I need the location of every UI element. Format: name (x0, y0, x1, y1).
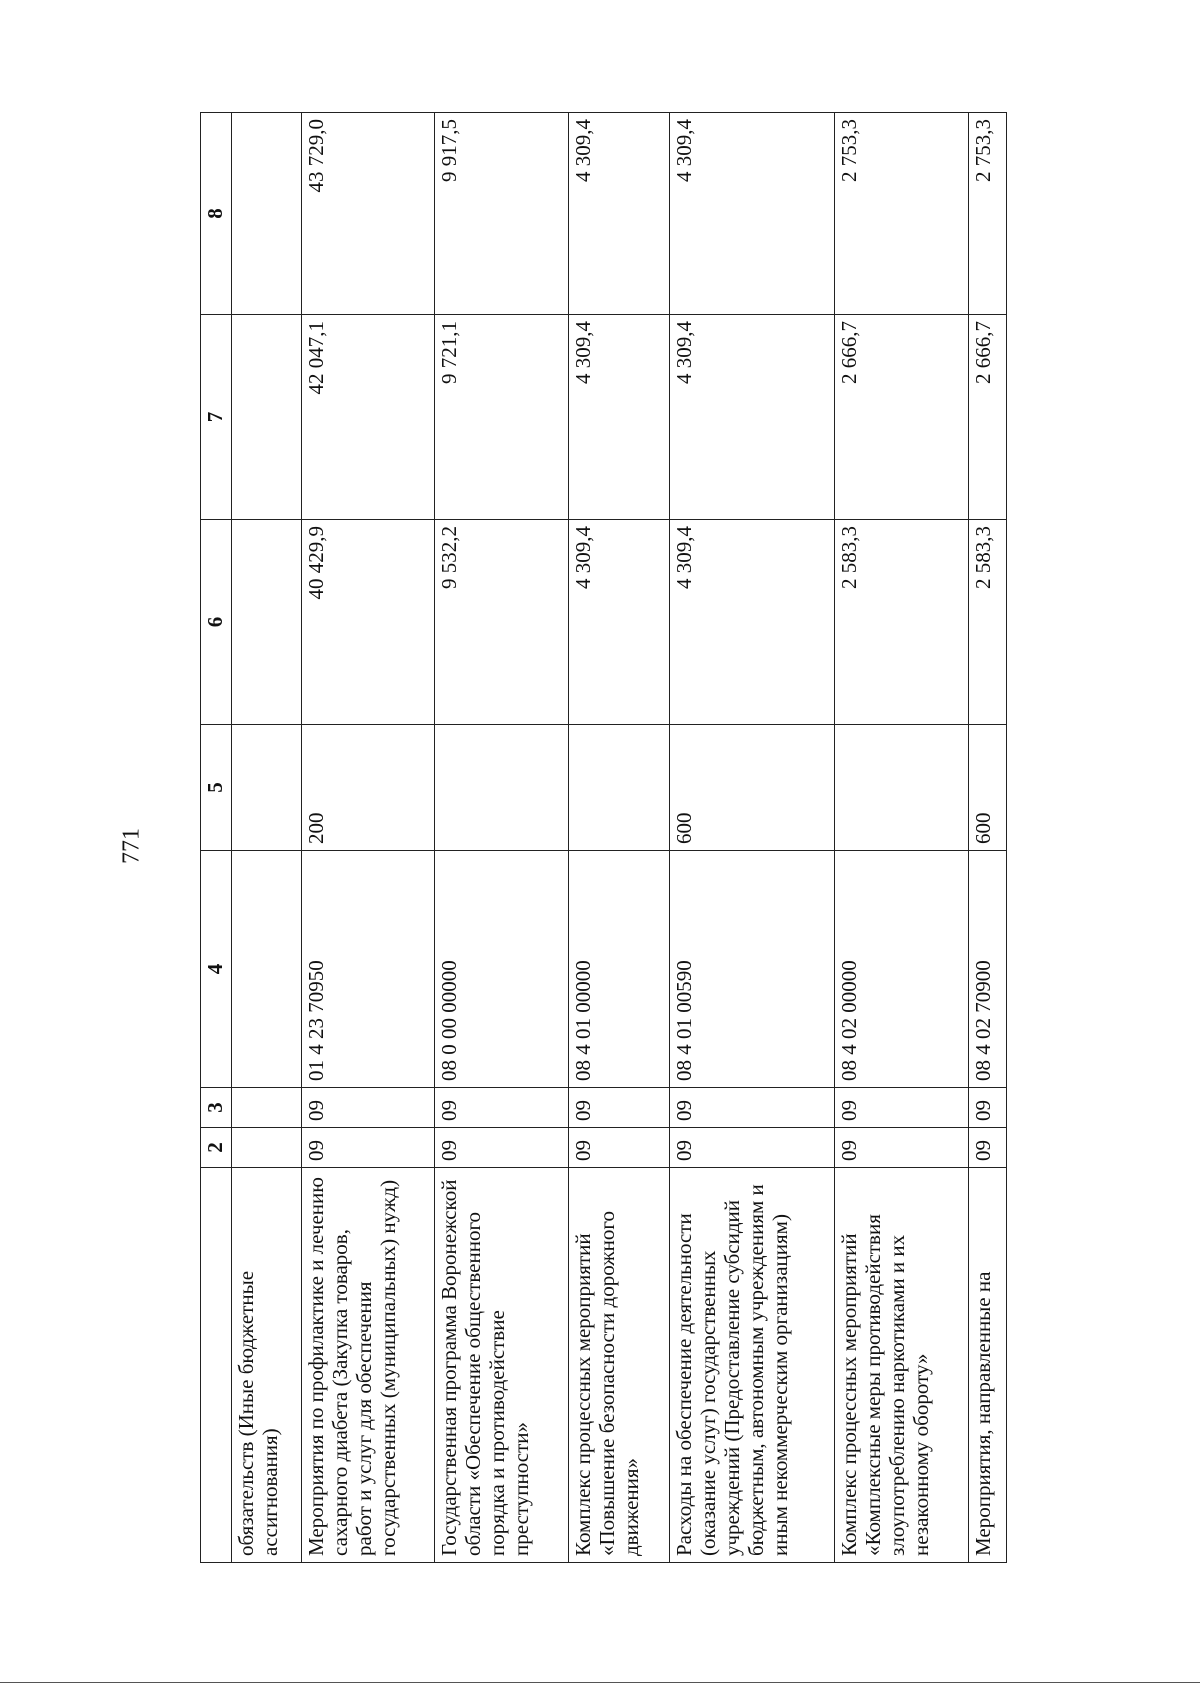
cell-section (232, 1128, 302, 1168)
cell-amount-6: 2 583,3 (968, 520, 1006, 725)
table-row (968, 113, 1006, 1563)
table-row (232, 113, 302, 1563)
cell-amount-8: 43 729,0 (301, 113, 434, 315)
cell-amount-7: 2 666,7 (835, 315, 968, 520)
cell-amount-8: 2 753,3 (968, 113, 1006, 315)
cell-section: 09 (301, 1128, 434, 1168)
budget-table (200, 112, 1007, 1563)
row-name: Мероприятия, направленные на (968, 1168, 1006, 1563)
row-name: Государственная программа Воронежской области «Обеспечение общественного порядка и противодействие преступности» (435, 1168, 568, 1563)
cell-amount-7: 4 309,4 (568, 315, 670, 520)
cell-subsection: 09 (301, 1088, 434, 1128)
cell-subsection: 09 (968, 1088, 1006, 1128)
cell-expense-type: 600 (968, 725, 1006, 851)
cell-section: 09 (968, 1128, 1006, 1168)
cell-target-code: 08 4 02 70900 (968, 851, 1006, 1088)
cell-amount-6: 2 583,3 (835, 520, 968, 725)
cell-amount-7: 42 047,1 (301, 315, 434, 520)
cell-amount-8 (232, 113, 302, 315)
row-name: Комплекс процессных мероприятий «Комплексные меры противодействия злоупотреблению наркотиками и их незаконному обороту» (835, 1168, 968, 1563)
cell-amount-6 (232, 520, 302, 725)
cell-amount-7: 2 666,7 (968, 315, 1006, 520)
column-header (201, 1168, 232, 1563)
column-header: 8 (201, 113, 232, 315)
cell-target-code (232, 851, 302, 1088)
cell-target-code: 08 4 01 00000 (568, 851, 670, 1088)
cell-amount-7: 4 309,4 (670, 315, 835, 520)
cell-expense-type: 200 (301, 725, 434, 851)
page-number: 771 (118, 828, 145, 864)
column-header: 6 (201, 520, 232, 725)
cell-section: 09 (568, 1128, 670, 1168)
cell-expense-type (835, 725, 968, 851)
column-header: 2 (201, 1128, 232, 1168)
table-row (568, 113, 670, 1563)
table-row (835, 113, 968, 1563)
row-name: Расходы на обеспечение деятельности (оказание услуг) государственных учреждений (Предоставление субсидий бюджетным, автономным учреждениям и иным некоммерческим организациям) (670, 1168, 835, 1563)
cell-target-code: 08 0 00 00000 (435, 851, 568, 1088)
scan-edge-line (0, 1682, 1200, 1683)
cell-subsection: 09 (835, 1088, 968, 1128)
table-row (670, 113, 835, 1563)
cell-target-code: 01 4 23 70950 (301, 851, 434, 1088)
cell-subsection: 09 (670, 1088, 835, 1128)
cell-amount-8: 4 309,4 (568, 113, 670, 315)
cell-subsection (232, 1088, 302, 1128)
cell-target-code: 08 4 01 00590 (670, 851, 835, 1088)
cell-amount-8: 4 309,4 (670, 113, 835, 315)
cell-subsection: 09 (435, 1088, 568, 1128)
row-name: обязательств (Иные бюджетные ассигнования) (232, 1168, 302, 1563)
row-name: Комплекс процессных мероприятий «Повышение безопасности дорожного движения» (568, 1168, 670, 1563)
cell-amount-7 (232, 315, 302, 520)
cell-amount-7: 9 721,1 (435, 315, 568, 520)
cell-target-code: 08 4 02 00000 (835, 851, 968, 1088)
column-header: 5 (201, 725, 232, 851)
column-header: 3 (201, 1088, 232, 1128)
table-row (435, 113, 568, 1563)
cell-amount-8: 2 753,3 (835, 113, 968, 315)
cell-expense-type (435, 725, 568, 851)
rotated-table-container (200, 113, 1007, 1563)
cell-section: 09 (835, 1128, 968, 1168)
cell-amount-6: 9 532,2 (435, 520, 568, 725)
cell-expense-type (568, 725, 670, 851)
cell-expense-type (232, 725, 302, 851)
cell-amount-6: 40 429,9 (301, 520, 434, 725)
table-row (301, 113, 434, 1563)
column-header: 4 (201, 851, 232, 1088)
column-header: 7 (201, 315, 232, 520)
cell-section: 09 (670, 1128, 835, 1168)
row-name: Мероприятия по профилактике и лечению сахарного диабета (Закупка товаров, работ и услуг для обеспечения государственных (муниципальных) нужд) (301, 1168, 434, 1563)
cell-subsection: 09 (568, 1088, 670, 1128)
cell-expense-type: 600 (670, 725, 835, 851)
cell-section: 09 (435, 1128, 568, 1168)
header-row (201, 113, 232, 1563)
cell-amount-6: 4 309,4 (670, 520, 835, 725)
cell-amount-8: 9 917,5 (435, 113, 568, 315)
cell-amount-6: 4 309,4 (568, 520, 670, 725)
